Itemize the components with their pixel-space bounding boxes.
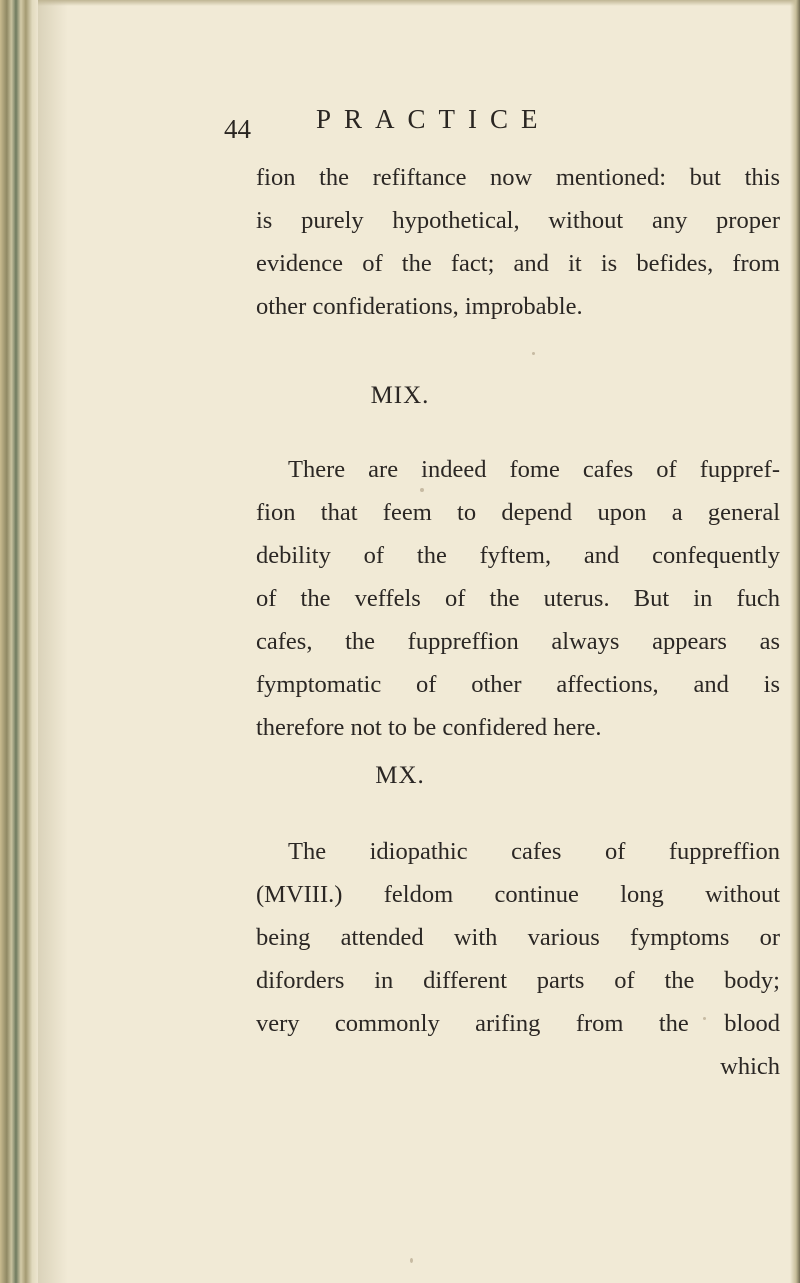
text-line: evidence of the fact; and it is befides, from bbox=[256, 250, 780, 277]
paper-speck bbox=[410, 1258, 413, 1263]
text-line: of the veffels of the uterus. But in fuch bbox=[256, 585, 780, 612]
text-line: (MVIII.) feldom continue long without bbox=[256, 881, 780, 908]
page-right-edge bbox=[790, 0, 800, 1283]
text-line: is purely hypothetical, without any proper bbox=[256, 207, 780, 234]
page-header bbox=[0, 104, 800, 144]
paragraph-continued bbox=[256, 156, 780, 328]
catchword: which bbox=[720, 1053, 780, 1080]
text-line: diforders in different parts of the body; bbox=[256, 967, 780, 994]
page-top-edge bbox=[38, 0, 800, 6]
gutter-shadow bbox=[38, 0, 68, 1283]
paragraph-mx bbox=[256, 830, 780, 1088]
text-line: being attended with various fymptoms or bbox=[256, 924, 780, 951]
text-line: cafes, the fuppreffion always appears as bbox=[256, 628, 780, 655]
running-head: PRACTICE bbox=[316, 104, 551, 134]
paragraph-mix bbox=[256, 448, 780, 749]
text-line: very commonly arifing from the blood bbox=[256, 1010, 780, 1037]
text-line: therefore not to be confidered here. bbox=[256, 714, 602, 741]
text-line: fion the refiftance now mentioned: but this bbox=[256, 164, 780, 191]
section-heading-mix: MIX. bbox=[370, 382, 430, 409]
text-line: The idiopathic cafes of fuppreffion bbox=[288, 838, 780, 865]
section-heading-mx: MX. bbox=[375, 762, 425, 789]
binding-gutter bbox=[0, 0, 38, 1283]
text-line: debility of the fyftem, and confequently bbox=[256, 542, 780, 569]
text-line: fion that feem to depend upon a general bbox=[256, 499, 780, 526]
text-line: other confiderations, improbable. bbox=[256, 293, 583, 320]
text-line: There are indeed fome cafes of fuppref- bbox=[288, 456, 780, 483]
paper-speck bbox=[532, 352, 535, 355]
page-number: 44 bbox=[224, 114, 251, 144]
text-line: fymptomatic of other affections, and is bbox=[256, 671, 780, 698]
